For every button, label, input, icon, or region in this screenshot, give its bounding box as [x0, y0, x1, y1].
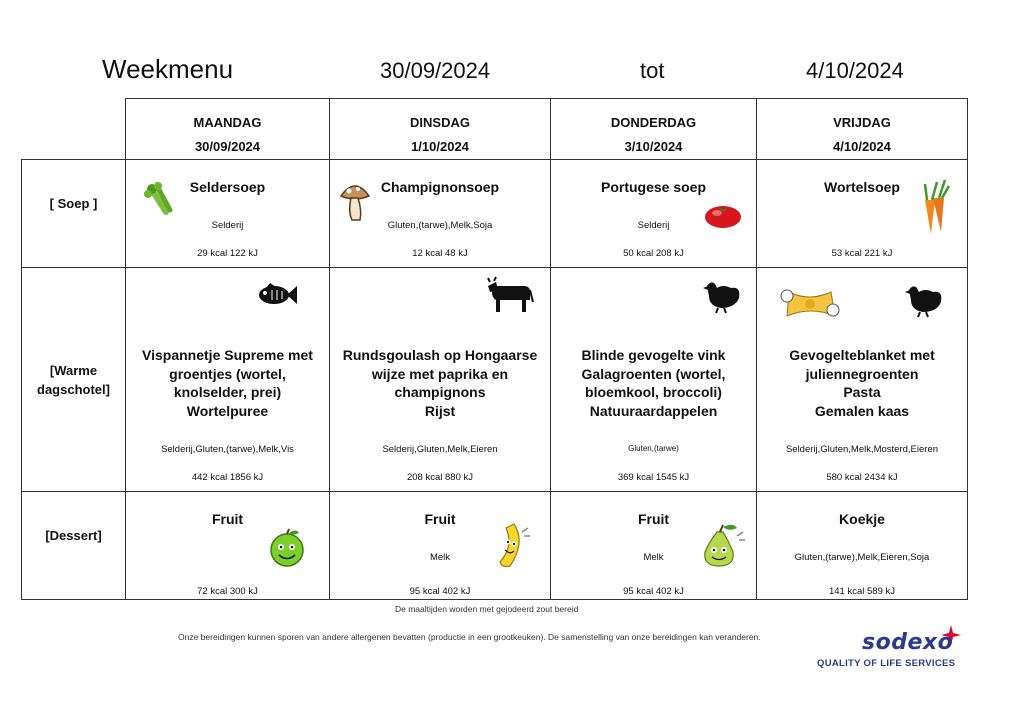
- dish-name: Wortelsoep: [824, 179, 900, 195]
- allergens: Selderij,Gluten,Melk,Mosterd,Eieren: [785, 444, 939, 455]
- dish-name: [555, 346, 752, 420]
- dessert-cell-monday: [126, 492, 330, 600]
- end-date: 4/10/2024: [806, 58, 904, 83]
- dish-name: Fruit: [211, 511, 244, 527]
- day-header-thursday: [551, 99, 757, 160]
- dish-line: wijze met paprika en: [371, 365, 509, 382]
- day-name: MAANDAG: [193, 115, 262, 130]
- energy: 580 kcal 2434 kJ: [826, 472, 898, 483]
- corner-cell: [22, 99, 126, 160]
- row-label-main-dish: [22, 268, 126, 492]
- dish-name: Seldersoep: [189, 179, 266, 195]
- energy: 50 kcal 208 kJ: [623, 248, 684, 259]
- energy: 29 kcal 122 kJ: [197, 248, 258, 259]
- allergens: Melk: [429, 552, 451, 563]
- row-label-dessert: [Dessert]: [22, 492, 126, 600]
- chicken-icon: [701, 278, 743, 314]
- soup-cell-tuesday: [330, 160, 551, 268]
- logo-tagline: QUALITY OF LIFE SERVICES: [817, 658, 956, 669]
- dish-line: Gevogelteblanket met: [789, 347, 935, 363]
- dessert-cell-tuesday: [330, 492, 551, 600]
- energy: 208 kcal 880 kJ: [406, 472, 473, 483]
- menu-table: [21, 98, 968, 600]
- dessert-row: [22, 492, 968, 600]
- allergens: Gluten,(tarwe),Melk,Eieren,Soja: [794, 552, 930, 563]
- day-name: DONDERDAG: [610, 115, 697, 130]
- day-header-friday: [757, 99, 968, 160]
- logo-wordmark: sodexo: [862, 630, 954, 655]
- soup-cell-friday: [757, 160, 968, 268]
- cow-icon: [486, 276, 534, 314]
- dish-name: [130, 346, 325, 420]
- main-dish-row: [22, 268, 968, 492]
- energy: 95 kcal 402 kJ: [623, 586, 684, 597]
- dish-line: Wortelpuree: [186, 402, 269, 419]
- energy: 53 kcal 221 kJ: [831, 248, 893, 259]
- dish-line: juliennegroenten: [805, 365, 919, 382]
- dish-line: groentjes (wortel,: [169, 365, 286, 382]
- energy: 72 kcal 300 kJ: [197, 586, 258, 597]
- day-header-monday: [126, 99, 330, 160]
- dish-line: bloemkool, broccoli): [585, 384, 722, 400]
- allergens: Selderij,Gluten,(tarwe),Melk,Vis: [161, 444, 294, 455]
- allergens: Selderij,Gluten,Melk,Eieren: [382, 444, 498, 455]
- energy: 442 kcal 1856 kJ: [191, 472, 264, 483]
- day-date: 4/10/2024: [833, 139, 891, 154]
- pear-icon: [697, 522, 747, 568]
- day-header-tuesday: [330, 99, 551, 160]
- allergens: Melk: [643, 552, 664, 563]
- page-title: Weekmenu: [102, 54, 234, 84]
- dessert-cell-thursday: [551, 492, 757, 600]
- soup-row: [22, 160, 968, 268]
- dish-name: Koekje: [839, 511, 885, 527]
- allergens: Selderij: [211, 220, 244, 231]
- allergens: Selderij: [637, 220, 670, 231]
- apple-icon: [266, 528, 308, 568]
- dish-line: Vispannetje Supreme met: [142, 347, 313, 363]
- energy: 95 kcal 402 kJ: [409, 586, 471, 597]
- row-label-line: [Warme: [49, 362, 98, 378]
- main-cell-friday: [757, 268, 968, 492]
- allergen-disclaimer: Onze bereidingen kunnen sporen van andere allergenen bevatten (productie in een grootkeuken). De samenstelling van onze bereidingen kan veranderen.: [178, 632, 761, 642]
- row-label-soup: [ Soep ]: [22, 160, 126, 268]
- date-range-separator: tot: [640, 58, 665, 83]
- dish-line: Blinde gevogelte vink: [581, 347, 726, 363]
- main-cell-monday: [126, 268, 330, 492]
- dish-line: Gemalen kaas: [814, 402, 910, 419]
- row-label-line: dagschotel]: [37, 381, 110, 397]
- allergens: Gluten,(tarwe),Melk,Soja: [387, 220, 493, 231]
- dish-line: Pasta: [843, 384, 881, 400]
- day-header-row: [22, 99, 968, 160]
- tomato-icon: [703, 202, 743, 230]
- dish-name: [334, 346, 546, 420]
- carrot-icon: [919, 178, 953, 236]
- dish-line: Galagroenten (wortel,: [581, 365, 726, 382]
- soup-cell-thursday: [551, 160, 757, 268]
- day-name: DINSDAG: [410, 115, 470, 130]
- energy: 12 kcal 48 kJ: [412, 248, 468, 259]
- dish-name: Portugese soep: [600, 179, 707, 195]
- energy: 369 kcal 1545 kJ: [617, 472, 690, 483]
- allergens: Gluten,(tarwe): [628, 444, 679, 453]
- pasta-icon: [779, 286, 841, 322]
- dish-name: Fruit: [637, 511, 670, 527]
- dish-name: Champignonsoep: [380, 179, 500, 195]
- dish-name: Fruit: [424, 511, 456, 527]
- dish-line: champignons: [394, 384, 486, 400]
- chicken-icon: [903, 282, 945, 318]
- dish-line: Rundsgoulash op Hongaarse: [342, 347, 538, 363]
- main-cell-tuesday: [330, 268, 551, 492]
- day-name: VRIJDAG: [833, 115, 891, 130]
- energy: 141 kcal 589 kJ: [828, 586, 895, 597]
- day-date: 3/10/2024: [624, 139, 683, 154]
- soup-cell-monday: [126, 160, 330, 268]
- day-date: 1/10/2024: [411, 139, 469, 154]
- main-cell-thursday: [551, 268, 757, 492]
- salt-footnote: De maaltijden worden met gejodeerd zout bereid: [395, 604, 579, 614]
- dessert-cell-friday: [757, 492, 968, 600]
- banana-icon: [492, 520, 532, 570]
- dish-line: Rijst: [424, 402, 456, 419]
- dish-name: [761, 346, 963, 420]
- start-date: 30/09/2024: [380, 58, 491, 83]
- day-date: 30/09/2024: [194, 139, 261, 154]
- dish-line: Natuuraardappelen: [589, 402, 718, 419]
- fish-icon: [254, 282, 298, 308]
- dish-line: knolselder, prei): [173, 384, 282, 400]
- celery-icon: [144, 182, 180, 218]
- mushroom-icon: [338, 180, 372, 222]
